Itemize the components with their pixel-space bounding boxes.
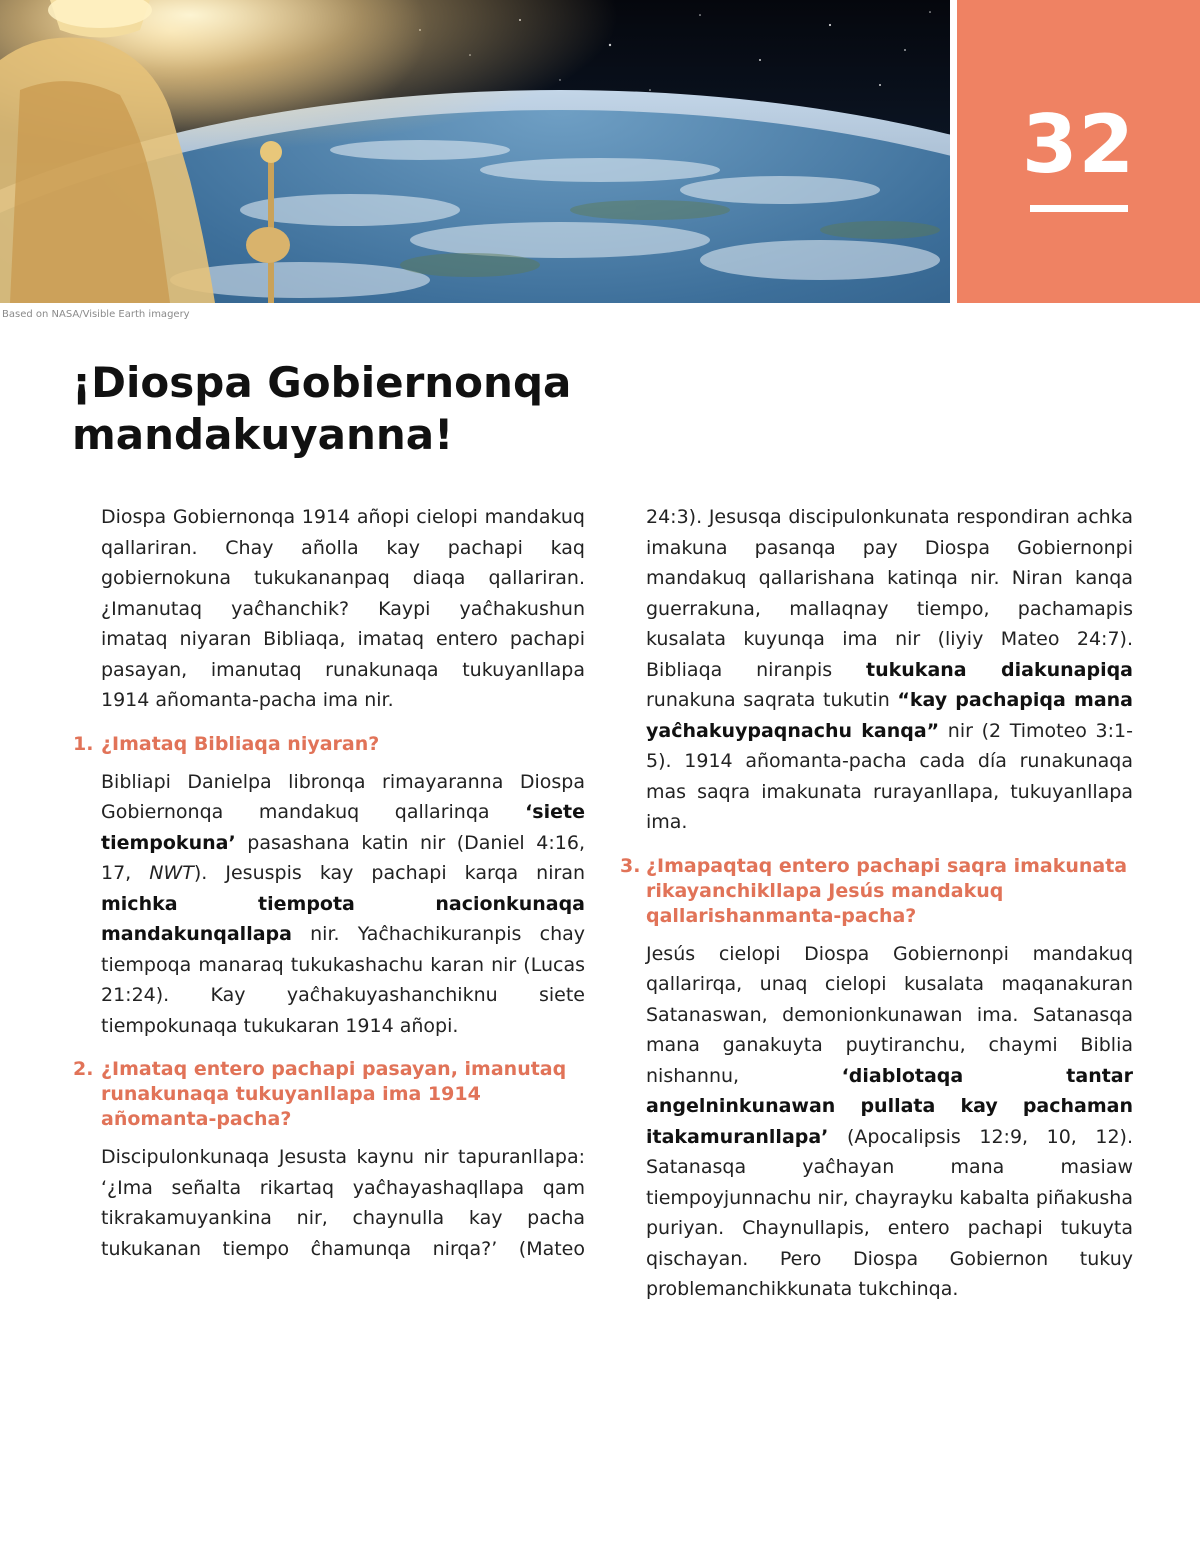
title-line-2: mandakuyanna! xyxy=(72,410,454,459)
question-3-number: 3. xyxy=(620,854,641,877)
question-1-heading xyxy=(73,732,585,757)
answer-1-text-a: Bibliapi Danielpa libronqa rimayaranna Diospa Gobiernonqa mandakuq qallarinqa xyxy=(101,770,585,823)
answer-2-paragraph-continued xyxy=(646,502,1133,838)
answer-1-text-d: nir. Yaĉhachikuranpis chay tiempoqa manaraq tukukashachu karan nir (Lucas 21:24). Kay yaĉhakuyashanchiknu siete tiempokunaqa tukukaran 1914 añopi. xyxy=(101,923,585,1037)
intro-paragraph: Diospa Gobiernonqa 1914 añopi cielopi mandakuq qallariran. Chay añolla kay pachapi kaq gobiernokuna tukukananpaq diaqa qallariran. ¿Imanutaq yaĉhanchik? Kaypi yaĉhakushun imataq niyaran Bibliaqa, imataq entero pachapi pasayan, imanutaq runakunaqa tukuyanllapa 1914 añomanta-pacha ima nir. xyxy=(101,506,585,711)
answer-1-text-b: pasashana katin nir (Daniel 4:16, 17, xyxy=(101,831,585,884)
question-2-heading xyxy=(73,1057,585,1132)
answer-1-paragraph xyxy=(101,767,585,1042)
answer-2-text-a-continued: 24:3). Jesusqa discipulonkunata respondiran achka imakuna pasanqa pay Diospa Gobiernonpi mandakuq qallarishana katinqa nir. Niran kanqa guerrakuna, mallaqnay tiempo, pachamapis kusalata kuyunqa ima nir (liyiy Mateo 24:7). Bibliaqa niranpis xyxy=(646,506,1133,681)
question-1-number: 1. xyxy=(73,732,94,755)
answer-2-text-a: Discipulonkunaqa Jesusta kaynu nir tapuranllapa: ‘¿Ima señalta rikartaq yaĉhayashaqllapa qam tikrakamuyankina nir, chaynulla kay pacha tukukanan tiempo ĉhamunqa nirqa?’ (Mateo xyxy=(101,1146,585,1260)
question-1-text: ¿Imataq Bibliaqa niyaran? xyxy=(101,732,380,755)
answer-3-paragraph xyxy=(646,939,1133,1305)
title-line-1: ¡Diospa Gobiernonqa xyxy=(72,358,572,407)
answer-1-italic: NWT xyxy=(149,862,194,884)
question-2-number: 2. xyxy=(73,1058,94,1080)
answer-2-text-b: runakuna saqrata tukutin xyxy=(646,689,898,711)
number-underline xyxy=(1030,205,1128,212)
answer-1-bold-a: ‘siete tiempokuna’ xyxy=(101,801,585,854)
answer-2-text-c: nir (2 Timoteo 3:1-5). 1914 añomanta-pacha cada día runakunaqa mas saqra imakunata rurayanllapa, tukuyanllapa ima. xyxy=(646,719,1133,833)
earth-from-space-illustration xyxy=(0,0,950,303)
answer-3-bold: ‘diablotaqa tantar angelninkunawan pullata kay pachaman itakamuranllapa’ xyxy=(646,1064,1133,1148)
left-column xyxy=(73,502,585,1280)
lesson-number-box xyxy=(957,0,1200,303)
lesson-number: 32 xyxy=(1021,98,1136,191)
image-credit: Based on NASA/Visible Earth imagery xyxy=(2,309,190,320)
question-2-text: ¿Imataq entero pachapi pasayan, imanutaq runakunaqa tukuyanllapa ima 1914 añomanta-pacha? xyxy=(101,1058,567,1130)
answer-1-text-c: ). Jesuspis kay pachapi karqa niran xyxy=(193,862,586,884)
right-column xyxy=(620,502,1133,1321)
page-title xyxy=(72,357,672,461)
answer-1-bold-b: michka tiempota nacionkunaqa mandakunqallapa xyxy=(101,892,585,945)
answer-2-bold-a: tukukana diakunapiqa xyxy=(866,658,1134,681)
answer-3-text-b: (Apocalipsis 12:9, 10, 12). Satanasqa yaĉhayan mana masiaw tiempoyjunnachu nir, chayrayku kabalta piñakusha puriyan. Chaynullapis, entero pachapi tukuyta qischayan. Pero Diospa Gobiernon tukuy problemanchikkunata tukchinqa. xyxy=(646,1125,1133,1300)
answer-2-paragraph xyxy=(101,1142,585,1264)
header-photo xyxy=(0,0,950,303)
answer-3-text-a: Jesús cielopi Diospa Gobiernonpi mandakuq qallarirqa, unaq cielopi kusalata maqanakuran Satanaswan, demonionkunawan ima. Satanasqa mana ganakuyta puytiranchu, chaymi Biblia nishannu, xyxy=(646,942,1133,1087)
answer-2-bold-b: “kay pachapiqa mana yaĉhakuypaqnachu kanqa” xyxy=(646,689,1133,742)
question-3-heading xyxy=(620,854,1133,929)
question-3-text: ¿Imapaqtaq entero pachapi saqra imakunata rikayanchikllapa Jesús mandakuq qallarishanmanta-pacha? xyxy=(646,854,1128,927)
